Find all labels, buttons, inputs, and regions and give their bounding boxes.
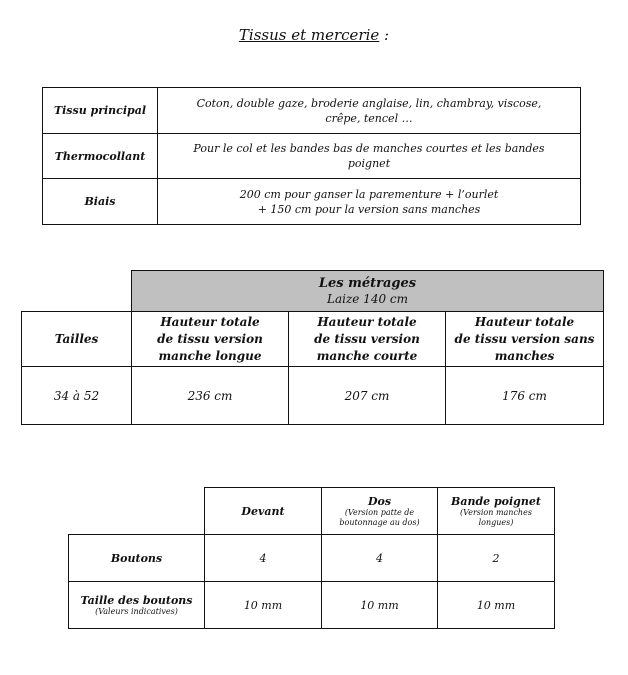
buttons-column-header [321,487,438,535]
header-line: de tissu version [314,331,420,346]
yardage-value: 236 cm [187,388,233,403]
fabric-value-line: poignet [347,157,391,170]
button-count: 2 [492,551,500,565]
sizes-header-cell [21,311,132,367]
row-label: Taille des boutons [80,593,193,607]
column-note: (Version manches [460,507,532,517]
yardage-column-header [445,311,604,367]
button-count: 4 [259,551,267,565]
header-line: manche courte [316,348,418,363]
header-line: Hauteur totale [160,314,260,329]
buttons-row-label [68,581,205,629]
buttons-value-cell [437,534,555,582]
fabric-value-line: Coton, double gaze, broderie anglaise, lin, chambray, viscose, [196,96,542,110]
header-line: manches [494,348,555,363]
yardage-value: 176 cm [502,388,547,403]
buttons-value-cell [437,581,555,629]
yardage-header [131,270,604,312]
fabric-value-line: crêpe, tencel … [325,111,413,125]
fabric-label-cell [42,178,158,225]
buttons-column-header [204,487,322,535]
row-note: (Valeurs indicatives) [95,606,178,616]
column-note: (Version patte de [344,507,415,517]
fabric-label: Tissu principal [53,104,147,117]
fabric-value-cell [157,178,581,225]
yardage-value: 207 cm [344,388,390,403]
fabric-label: Biais [84,195,116,208]
buttons-value-cell [321,581,438,629]
header-line: manche longue [158,348,262,363]
fabric-value-line: Pour le col et les bandes bas de manches courtes et les bandes [193,142,545,155]
buttons-value-cell [204,581,322,629]
buttons-value-cell [321,534,438,582]
header-line: de tissu version [157,331,263,346]
yardage-value-cell [131,366,289,425]
fabric-value-line: + 150 cm pour la version sans manches [257,202,481,216]
fabric-value-line: 200 cm pour ganser la parementure + l’ourlet [239,187,499,201]
fabric-value-cell [157,87,581,134]
header-line: Hauteur totale [317,314,417,329]
size-range: 34 à 52 [53,388,100,403]
header-line: de tissu version sans [454,331,595,346]
column-title: Dos [367,494,392,508]
button-size: 10 mm [360,598,399,612]
buttons-column-header [437,487,555,535]
buttons-row-label [68,534,205,582]
yardage-value-cell [288,366,446,425]
page-title [0,26,628,44]
column-note: longues) [478,517,514,527]
button-size: 10 mm [476,598,516,612]
title-suffix: : [379,26,390,44]
column-title: Devant [241,504,285,518]
fabric-label-cell [42,87,158,134]
button-size: 10 mm [243,598,283,612]
yardage-value-cell [445,366,604,425]
fabric-label-cell [42,133,158,179]
row-label: Boutons [110,551,163,565]
column-title: Bande poignet [451,494,541,508]
column-note: boutonnage au dos) [339,517,420,527]
yardage-column-header [131,311,289,367]
header-line: Hauteur totale [474,314,575,329]
fabric-label: Thermocollant [54,149,146,163]
button-count: 4 [376,551,383,565]
yardage-column-header [288,311,446,367]
buttons-value-cell [204,534,322,582]
size-range-cell [21,366,132,425]
fabric-value-cell [157,133,581,179]
title-text: Tissus et mercerie [238,26,380,44]
sizes-header: Tailles [54,332,99,346]
yardage-subtitle: Laize 140 cm [326,292,409,306]
yardage-title: Les métrages [318,276,417,291]
